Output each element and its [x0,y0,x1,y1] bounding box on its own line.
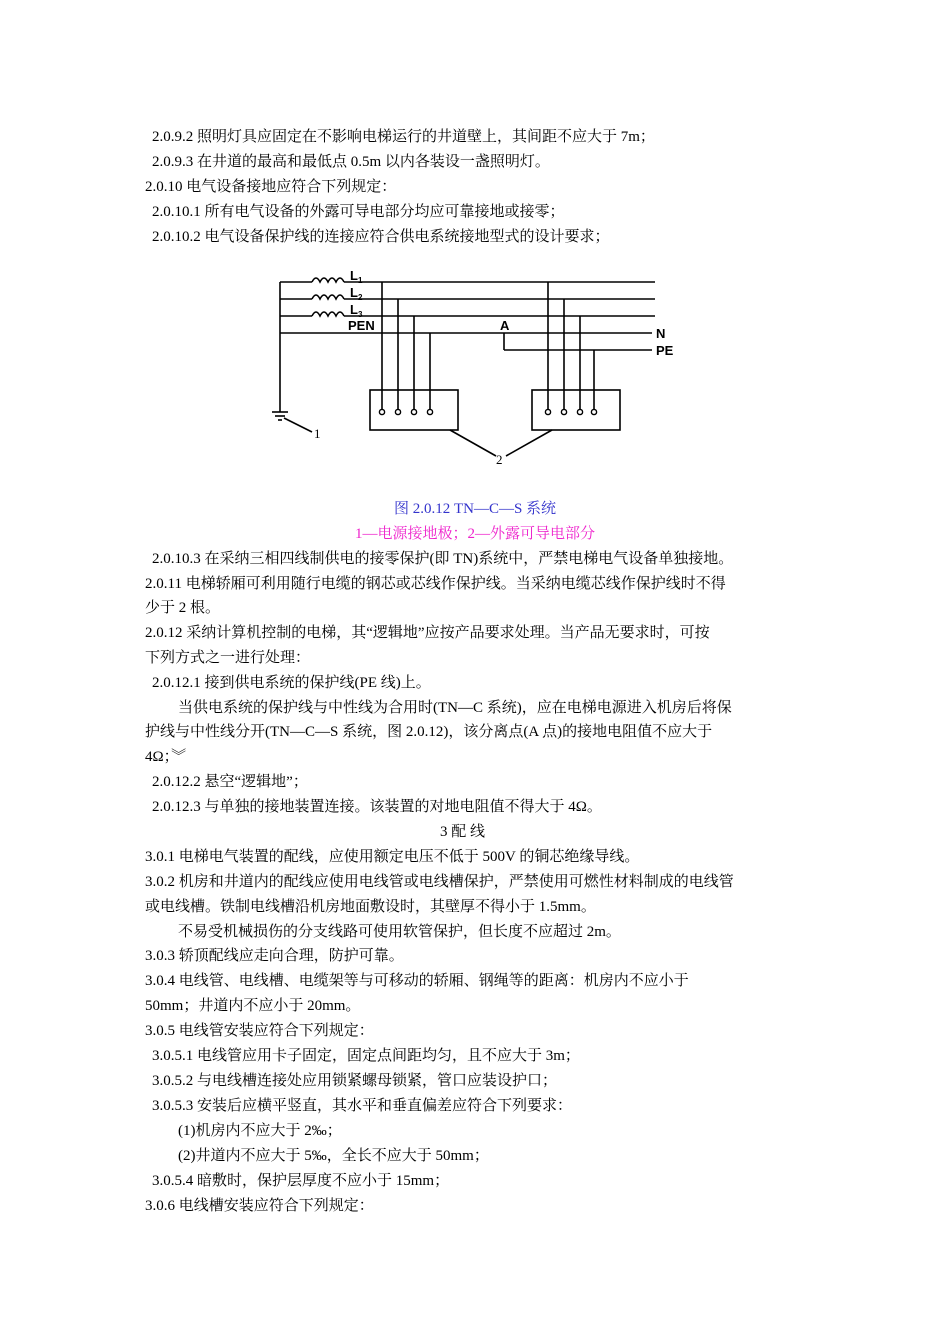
text-line: 3.0.5 电线管安装应符合下列规定： [145,1023,374,1039]
diagram-lines [272,278,655,456]
text-line: 3.0.5.3 安装后应横平竖直，其水平和垂直偏差应符合下列要求： [152,1098,573,1114]
terminal-dots [379,409,596,414]
text-line: 2.0.10 电气设备接地应符合下列规定： [145,179,397,195]
text-line: 2.0.10.3 在采纳三相四线制供电的接零保护(即 TN)系统中，严禁电梯电气设备单独接地。 [152,551,734,567]
label-a: A [500,318,510,333]
text-line: 3.0.3 轿顶配线应走向合理，防护可靠。 [145,948,404,964]
text-line: 或电线槽。铁制电线槽沿机房地面敷设时，其壁厚不得小于 1.5mm。 [145,899,596,915]
text-line: 2.0.11 电梯轿厢可利用随行电缆的钢芯或芯线作保护线。当采纳电缆芯线作保护线时不得 [145,576,726,592]
text-line: 2.0.12.2 悬空“逻辑地”； [152,774,308,790]
text-line: 3.0.5.1 电线管应用卡子固定，固定点间距均匀，且不应大于 3m； [152,1048,580,1064]
label-l2: $L_2$ [350,285,363,302]
figure-legend: 1—电源接地极；2—外露可导电部分 [354,526,595,542]
text-line: 不易受机械损伤的分支线路可使用软管保护，但长度不应超过 2m。 [178,924,621,940]
text-line: 2.0.12.3 与单独的接地装置连接。该装置的对地电阻值不得大于 4Ω。 [152,799,602,815]
label-1: 1 [314,426,321,441]
text-line: (2)井道内不应大于 5‰，全长不应大于 50mm； [178,1148,489,1164]
text-line: 3.0.5.2 与电线槽连接处应用锁紧螺母锁紧，管口应装设护口； [152,1073,558,1089]
text-line: 2.0.10.2 电气设备保护线的连接应符合供电系统接地型式的设计要求； [152,229,610,245]
text-line: 2.0.12.1 接到供电系统的保护线(PE 线)上。 [152,675,431,691]
label-pe: PE [656,343,674,358]
text-line: 3.0.4 电线管、电线槽、电缆架等与可移动的轿厢、钢绳等的距离：机房内不应小于 [145,973,689,989]
text-line: 3.0.6 电线槽安装应符合下列规定： [145,1198,374,1214]
label-n: N [656,326,666,341]
tn-c-s-diagram [270,262,674,472]
text-line: 护线与中性线分开(TN—C—S 系统，图 2.0.12)，该分离点(A 点)的接地电阻值不应大于 [145,724,713,740]
label-pen: PEN [348,318,375,333]
text-line: 3.0.1 电梯电气装置的配线，应使用额定电压不低于 500V 的铜芯绝缘导线。 [145,849,640,865]
text-line: 50mm；井道内不应小于 20mm。 [145,998,361,1014]
text-line: (1)机房内不应大于 2‰； [178,1123,342,1139]
text-line: 少于 2 根。 [145,600,221,616]
label-l1: $L_1$ [350,268,363,285]
text-line: 当供电系统的保护线与中性线为合用时(TN—C 系统)，应在电梯电源进入机房后将保 [178,700,732,716]
text-line: 2.0.9.2 照明灯具应固定在不影响电梯运行的井道壁上，其间距不应大于 7m； [152,129,655,145]
label-2: 2 [496,452,503,467]
text-line: 下列方式之一进行处理： [145,650,311,666]
text-line: 3 配 线 [440,824,486,840]
figure-caption: 图 2.0.12 TN—C—S 系统 [393,501,557,517]
text-line: 2.0.10.1 所有电气设备的外露可导电部分均应可靠接地或接零； [152,204,565,220]
label-l3: $L_3$ [350,302,363,319]
text-line: 2.0.9.3 在井道的最高和最低点 0.5m 以内各装设一盏照明灯。 [152,154,550,170]
text-line: 3.0.2 机房和井道内的配线应使用电线管或电线槽保护，严禁使用可燃性材料制成的电线管 [145,874,734,890]
text-line: 3.0.5.4 暗敷时，保护层厚度不应小于 15mm； [152,1173,450,1189]
text-line: 4Ω；︾ [145,749,187,765]
text-line: 2.0.12 采纳计算机控制的电梯，其“逻辑地”应按产品要求处理。当产品无要求时，可按 [145,625,710,641]
